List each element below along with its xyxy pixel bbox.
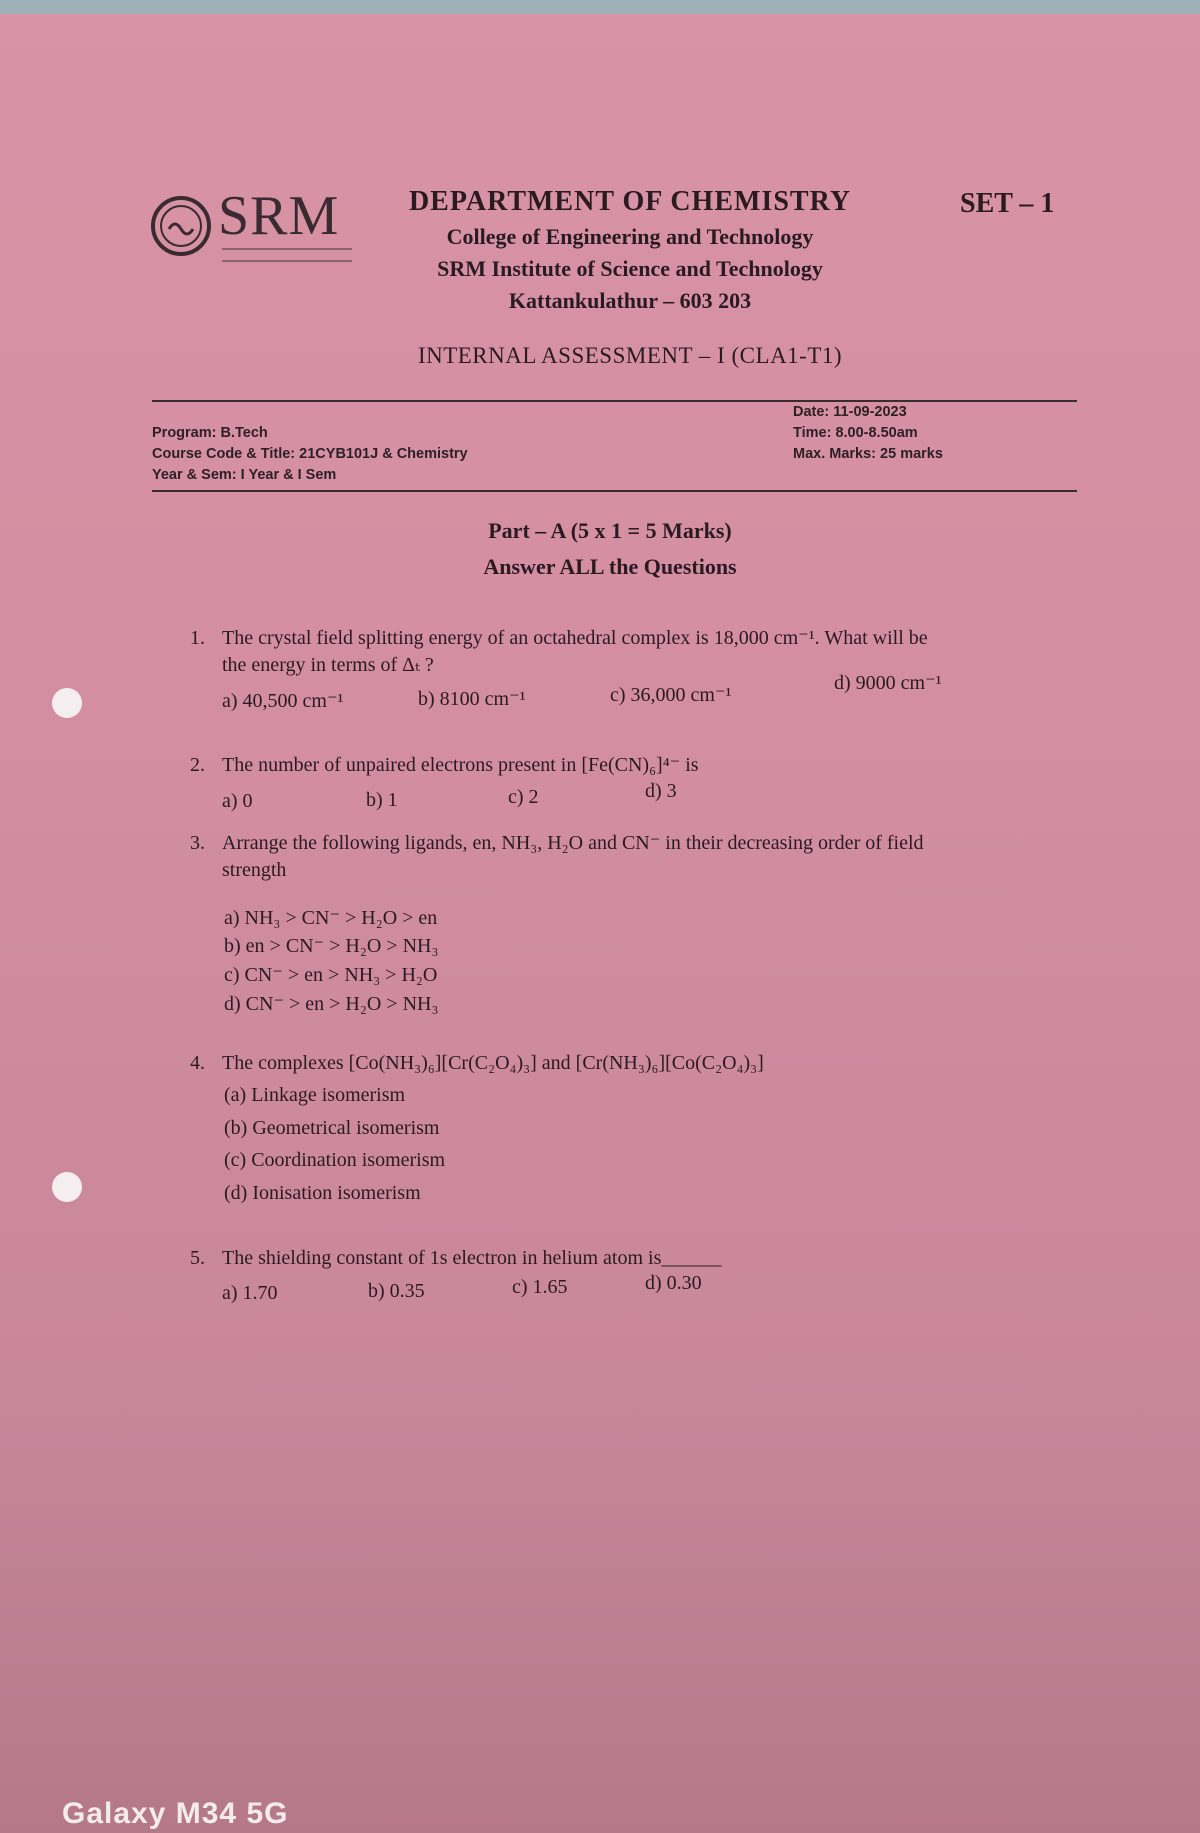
question-text: Arrange the following ligands, en, NH₃, H₂O and CN⁻ in their decreasing order of field bbox=[222, 832, 924, 854]
assessment-title: INTERNAL ASSESSMENT – I (CLA1-T1) bbox=[417, 343, 843, 368]
option: (b) Geometrical isomerism bbox=[224, 1117, 440, 1139]
option: b) 0.35 bbox=[368, 1280, 425, 1302]
question-text: The shielding constant of 1s electron in helium atom is______ bbox=[222, 1247, 722, 1269]
logo-tagline-lines bbox=[222, 248, 352, 262]
option: c) 1.65 bbox=[512, 1276, 568, 1298]
option: a) NH₃ > CN⁻ > H₂O > en bbox=[224, 907, 438, 929]
option: c) 36,000 cm⁻¹ bbox=[610, 684, 732, 706]
option: d) 3 bbox=[645, 780, 677, 802]
part-a-heading bbox=[380, 518, 840, 590]
question-number: 3. bbox=[190, 832, 205, 854]
option: (c) Coordination isomerism bbox=[224, 1149, 446, 1171]
option: (a) Linkage isomerism bbox=[224, 1084, 406, 1106]
option: b) en > CN⁻ > H₂O > NH₃ bbox=[224, 935, 439, 957]
part-title: Part – A (5 x 1 = 5 Marks) bbox=[488, 518, 732, 543]
date-info: Date: 11-09-2023 bbox=[793, 404, 907, 420]
option: b) 8100 cm⁻¹ bbox=[418, 688, 526, 710]
part-instruction: Answer ALL the Questions bbox=[483, 554, 737, 579]
department-title: DEPARTMENT OF CHEMISTRY bbox=[408, 186, 852, 217]
set-label: SET – 1 bbox=[960, 188, 1055, 219]
question-number: 5. bbox=[190, 1247, 205, 1269]
institute-name: SRM Institute of Science and Technology bbox=[437, 256, 823, 281]
option: a) 40,500 cm⁻¹ bbox=[222, 690, 344, 712]
option: c) 2 bbox=[508, 786, 539, 808]
camera-watermark: Galaxy M34 5G bbox=[62, 1797, 289, 1830]
year-sem-info: Year & Sem: I Year & I Sem bbox=[152, 467, 337, 483]
top-background-strip bbox=[0, 0, 1200, 14]
srm-logo bbox=[150, 185, 360, 270]
course-info: Course Code & Title: 21CYB101J & Chemistry bbox=[152, 446, 468, 462]
question-text: The number of unpaired electrons present in [Fe(CN)₆]⁴⁻ is bbox=[222, 754, 699, 776]
meta-bottom-rule bbox=[152, 490, 1077, 492]
option: c) CN⁻ > en > NH₃ > H₂O bbox=[224, 964, 438, 986]
meta-left bbox=[152, 425, 468, 488]
question-number: 1. bbox=[190, 627, 205, 649]
option: a) 1.70 bbox=[222, 1282, 278, 1304]
institution-header bbox=[360, 186, 900, 314]
option: d) CN⁻ > en > H₂O > NH₃ bbox=[224, 993, 439, 1015]
college-name: College of Engineering and Technology bbox=[446, 224, 814, 249]
question-number: 4. bbox=[190, 1052, 205, 1074]
option: d) 9000 cm⁻¹ bbox=[834, 672, 942, 694]
question-text-cont: strength bbox=[222, 859, 287, 881]
option: b) 1 bbox=[366, 789, 398, 811]
program-info: Program: B.Tech bbox=[152, 425, 268, 441]
question-text-cont: the energy in terms of Δₜ ? bbox=[222, 654, 434, 676]
meta-right bbox=[793, 404, 943, 467]
time-info: Time: 8.00-8.50am bbox=[793, 425, 918, 441]
question-text: The crystal field splitting energy of an octahedral complex is 18,000 cm⁻¹. What will be bbox=[222, 627, 928, 649]
logo-brand-text: SRM bbox=[218, 185, 340, 247]
punch-hole bbox=[52, 688, 82, 718]
punch-hole bbox=[52, 1172, 82, 1202]
srm-emblem-icon bbox=[150, 195, 212, 257]
option: d) 0.30 bbox=[645, 1272, 702, 1294]
question-text: The complexes [Co(NH₃)₆][Cr(C₂O₄)₃] and [Cr(NH₃)₆][Co(C₂O₄)₃] bbox=[222, 1052, 764, 1074]
meta-top-rule bbox=[152, 400, 1077, 402]
institute-location: Kattankulathur – 603 203 bbox=[508, 288, 752, 313]
max-marks-info: Max. Marks: 25 marks bbox=[793, 446, 943, 462]
option: (d) Ionisation isomerism bbox=[224, 1182, 421, 1204]
option: a) 0 bbox=[222, 790, 253, 812]
question-number: 2. bbox=[190, 754, 205, 776]
